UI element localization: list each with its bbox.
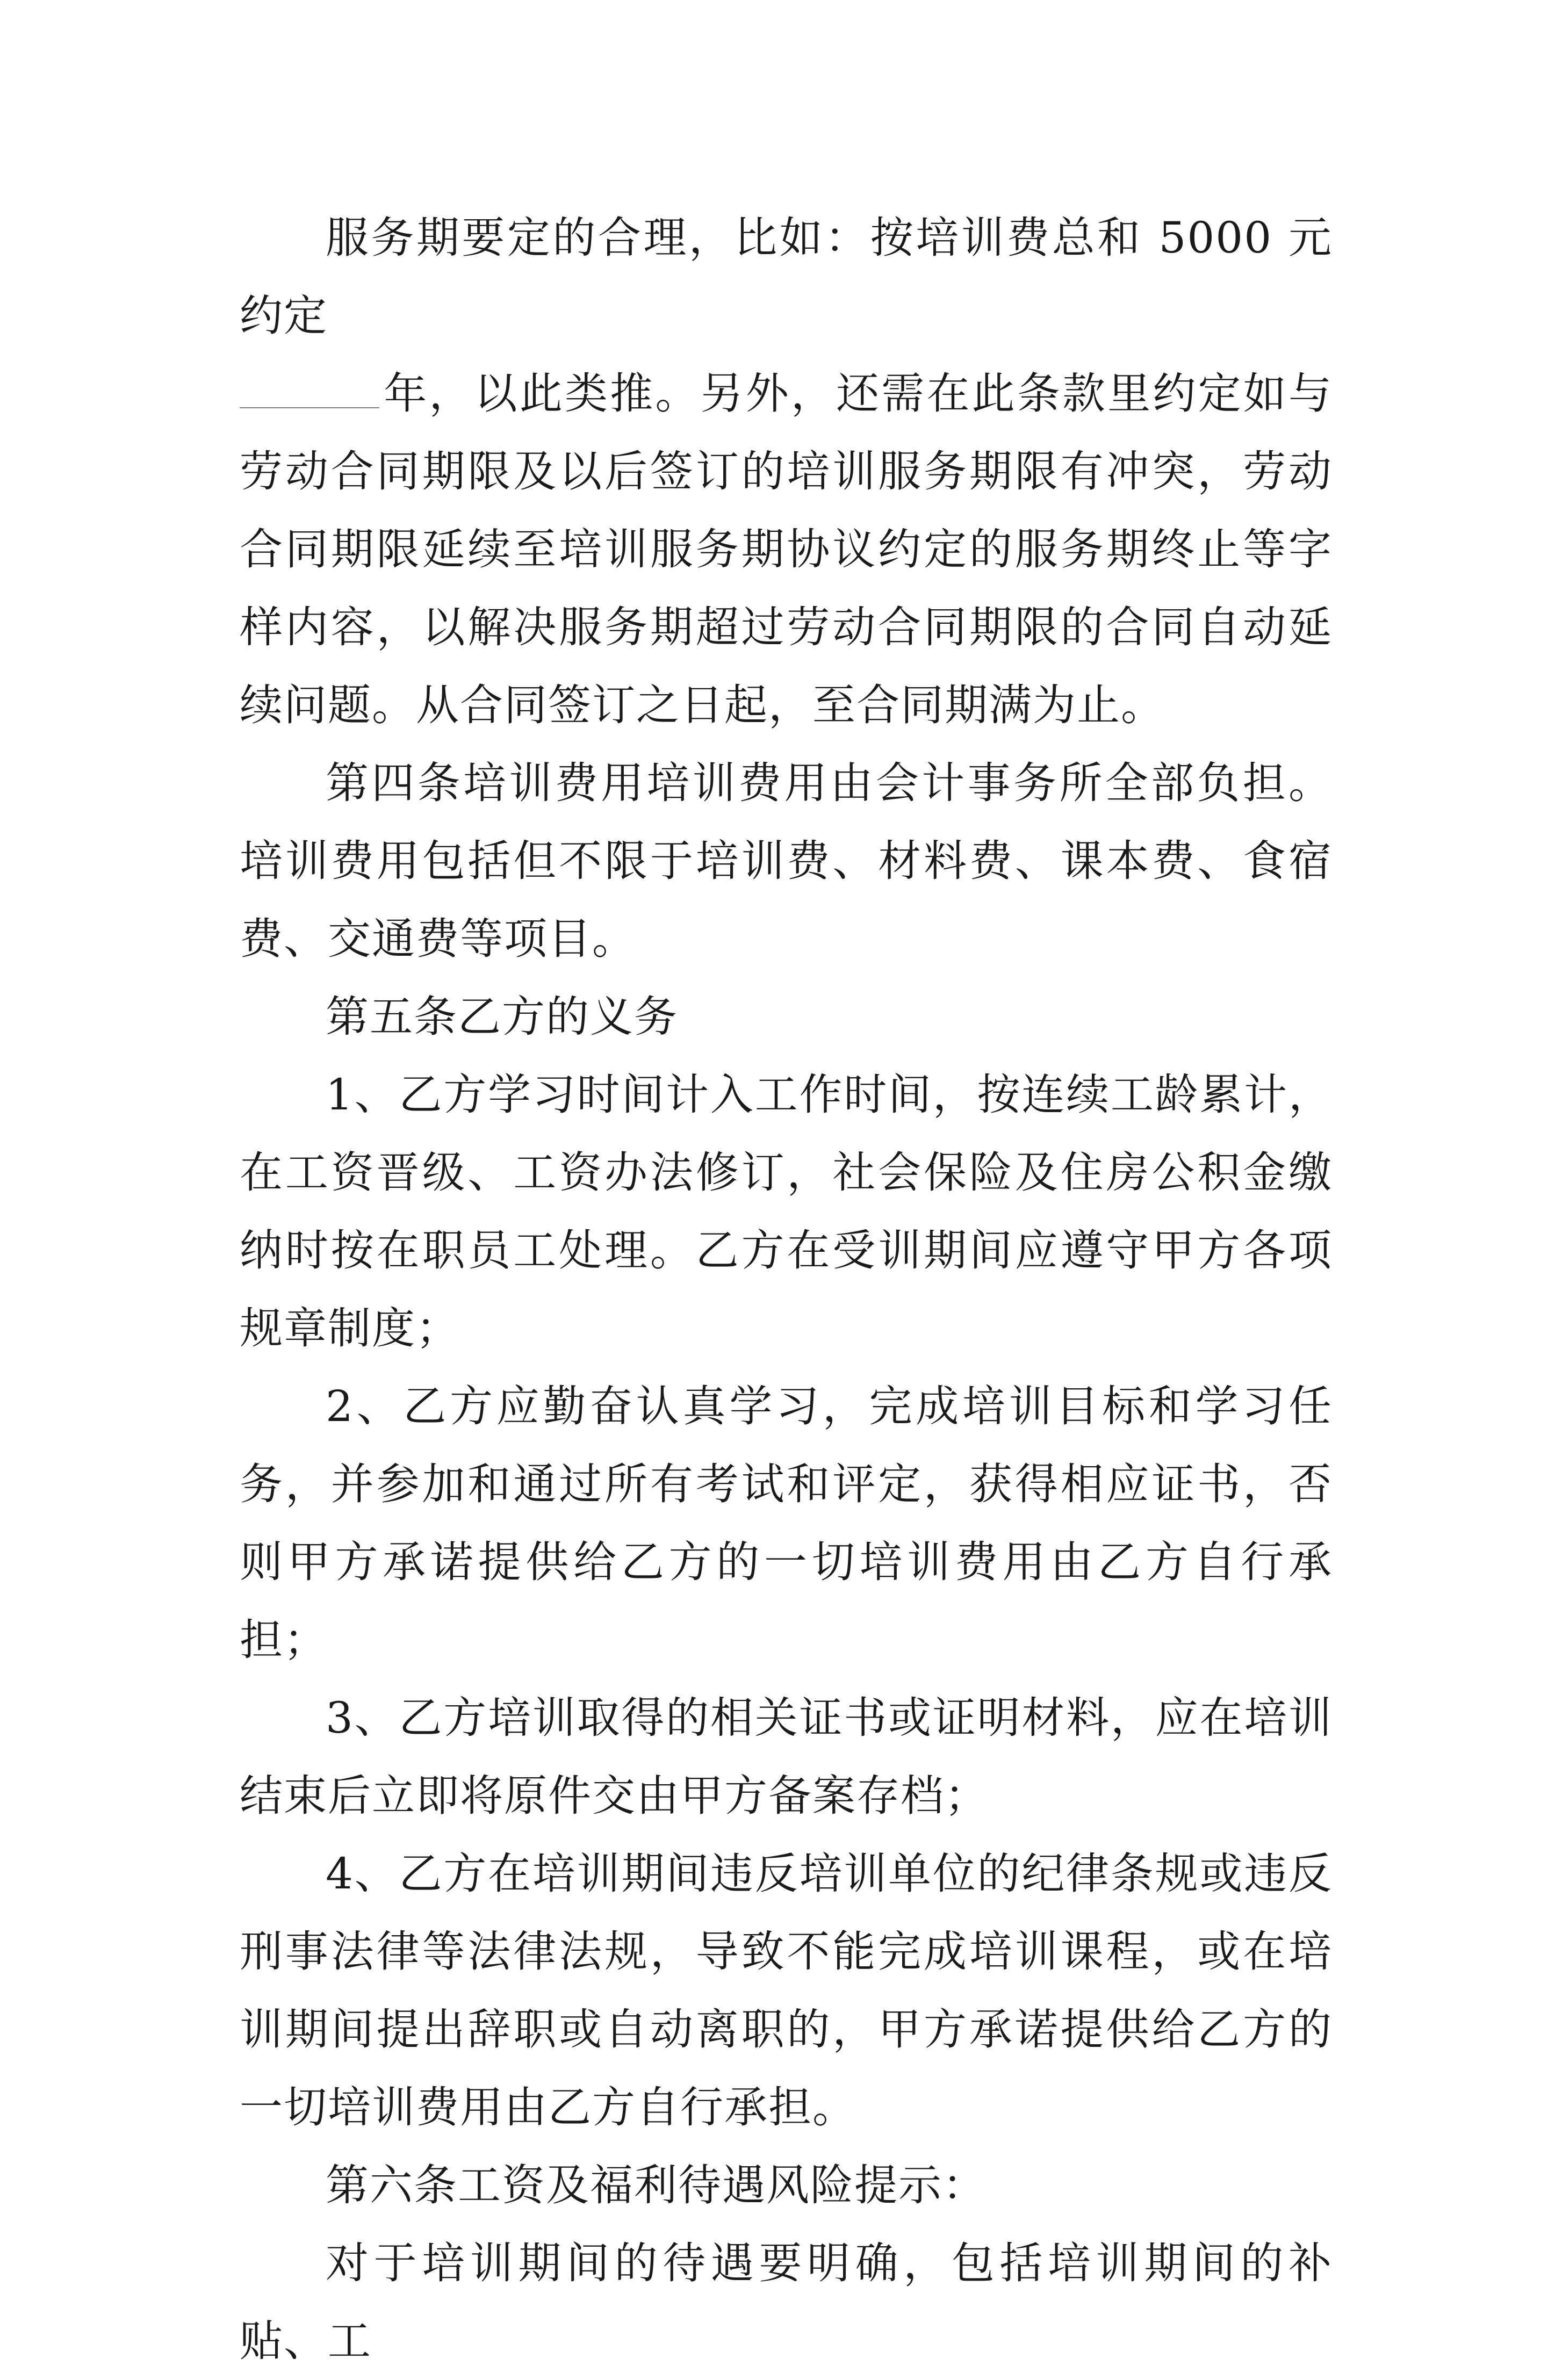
paragraph-article-5-heading: 第五条乙方的义务 xyxy=(326,992,678,1042)
paragraph-item-1: 1、乙方学习时间计入工作时间，按连续工龄累计，在工资晋级、工资办法修订，社会保险及住房公积金缴纳时按在职员工处理。乙方在受训期间应遵守甲方各项规章制度； xyxy=(240,1070,1333,1353)
paragraph-service-period xyxy=(240,199,1333,744)
paragraph-item-4: 4、乙方在培训期间违反培训单位的纪律条规或违反刑事法律等法律法规，导致不能完成培训课程，或在培训期间提出辞职或自动离职的，甲方承诺提供给乙方的一切培训费用由乙方自行承担。 xyxy=(240,1849,1333,2132)
paragraph-item-3: 3、乙方培训取得的相关证书或证明材料，应在培训结束后立即将原件交由甲方备案存档； xyxy=(240,1693,1333,1821)
paragraph-item-2: 2、乙方应勤奋认真学习，完成培训目标和学习任务，并参加和通过所有考试和评定，获得相应证书，否则甲方承诺提供给乙方的一切培训费用由乙方自行承担； xyxy=(240,1381,1333,1665)
document-body xyxy=(240,199,1333,2380)
paragraph-text: 年，以此类推。另外，还需在此条款里约定如与劳动合同期限及以后签订的培训服务期限有冲突，劳动合同期限延续至培训服务期协议约定的服务期终止等字样内容，以解决服务期超过劳动合同期限的合同自动延续问题。从合同签订之日起，至合同期满为止。 xyxy=(240,369,1333,730)
fill-in-blank xyxy=(240,364,379,408)
paragraph-text: 服务期要定的合理，比如：按培训费总和 5000 元约定 xyxy=(240,213,1333,341)
paragraph-article-6-heading: 第六条工资及福利待遇风险提示： xyxy=(326,2160,987,2210)
paragraph-training-benefits: 对于培训期间的待遇要明确，包括培训期间的补贴、工 xyxy=(240,2238,1333,2366)
paragraph-article-4: 第四条培训费用培训费用由会计事务所全部负担。培训费用包括但不限于培训费、材料费、课本费、食宿费、交通费等项目。 xyxy=(240,758,1333,964)
